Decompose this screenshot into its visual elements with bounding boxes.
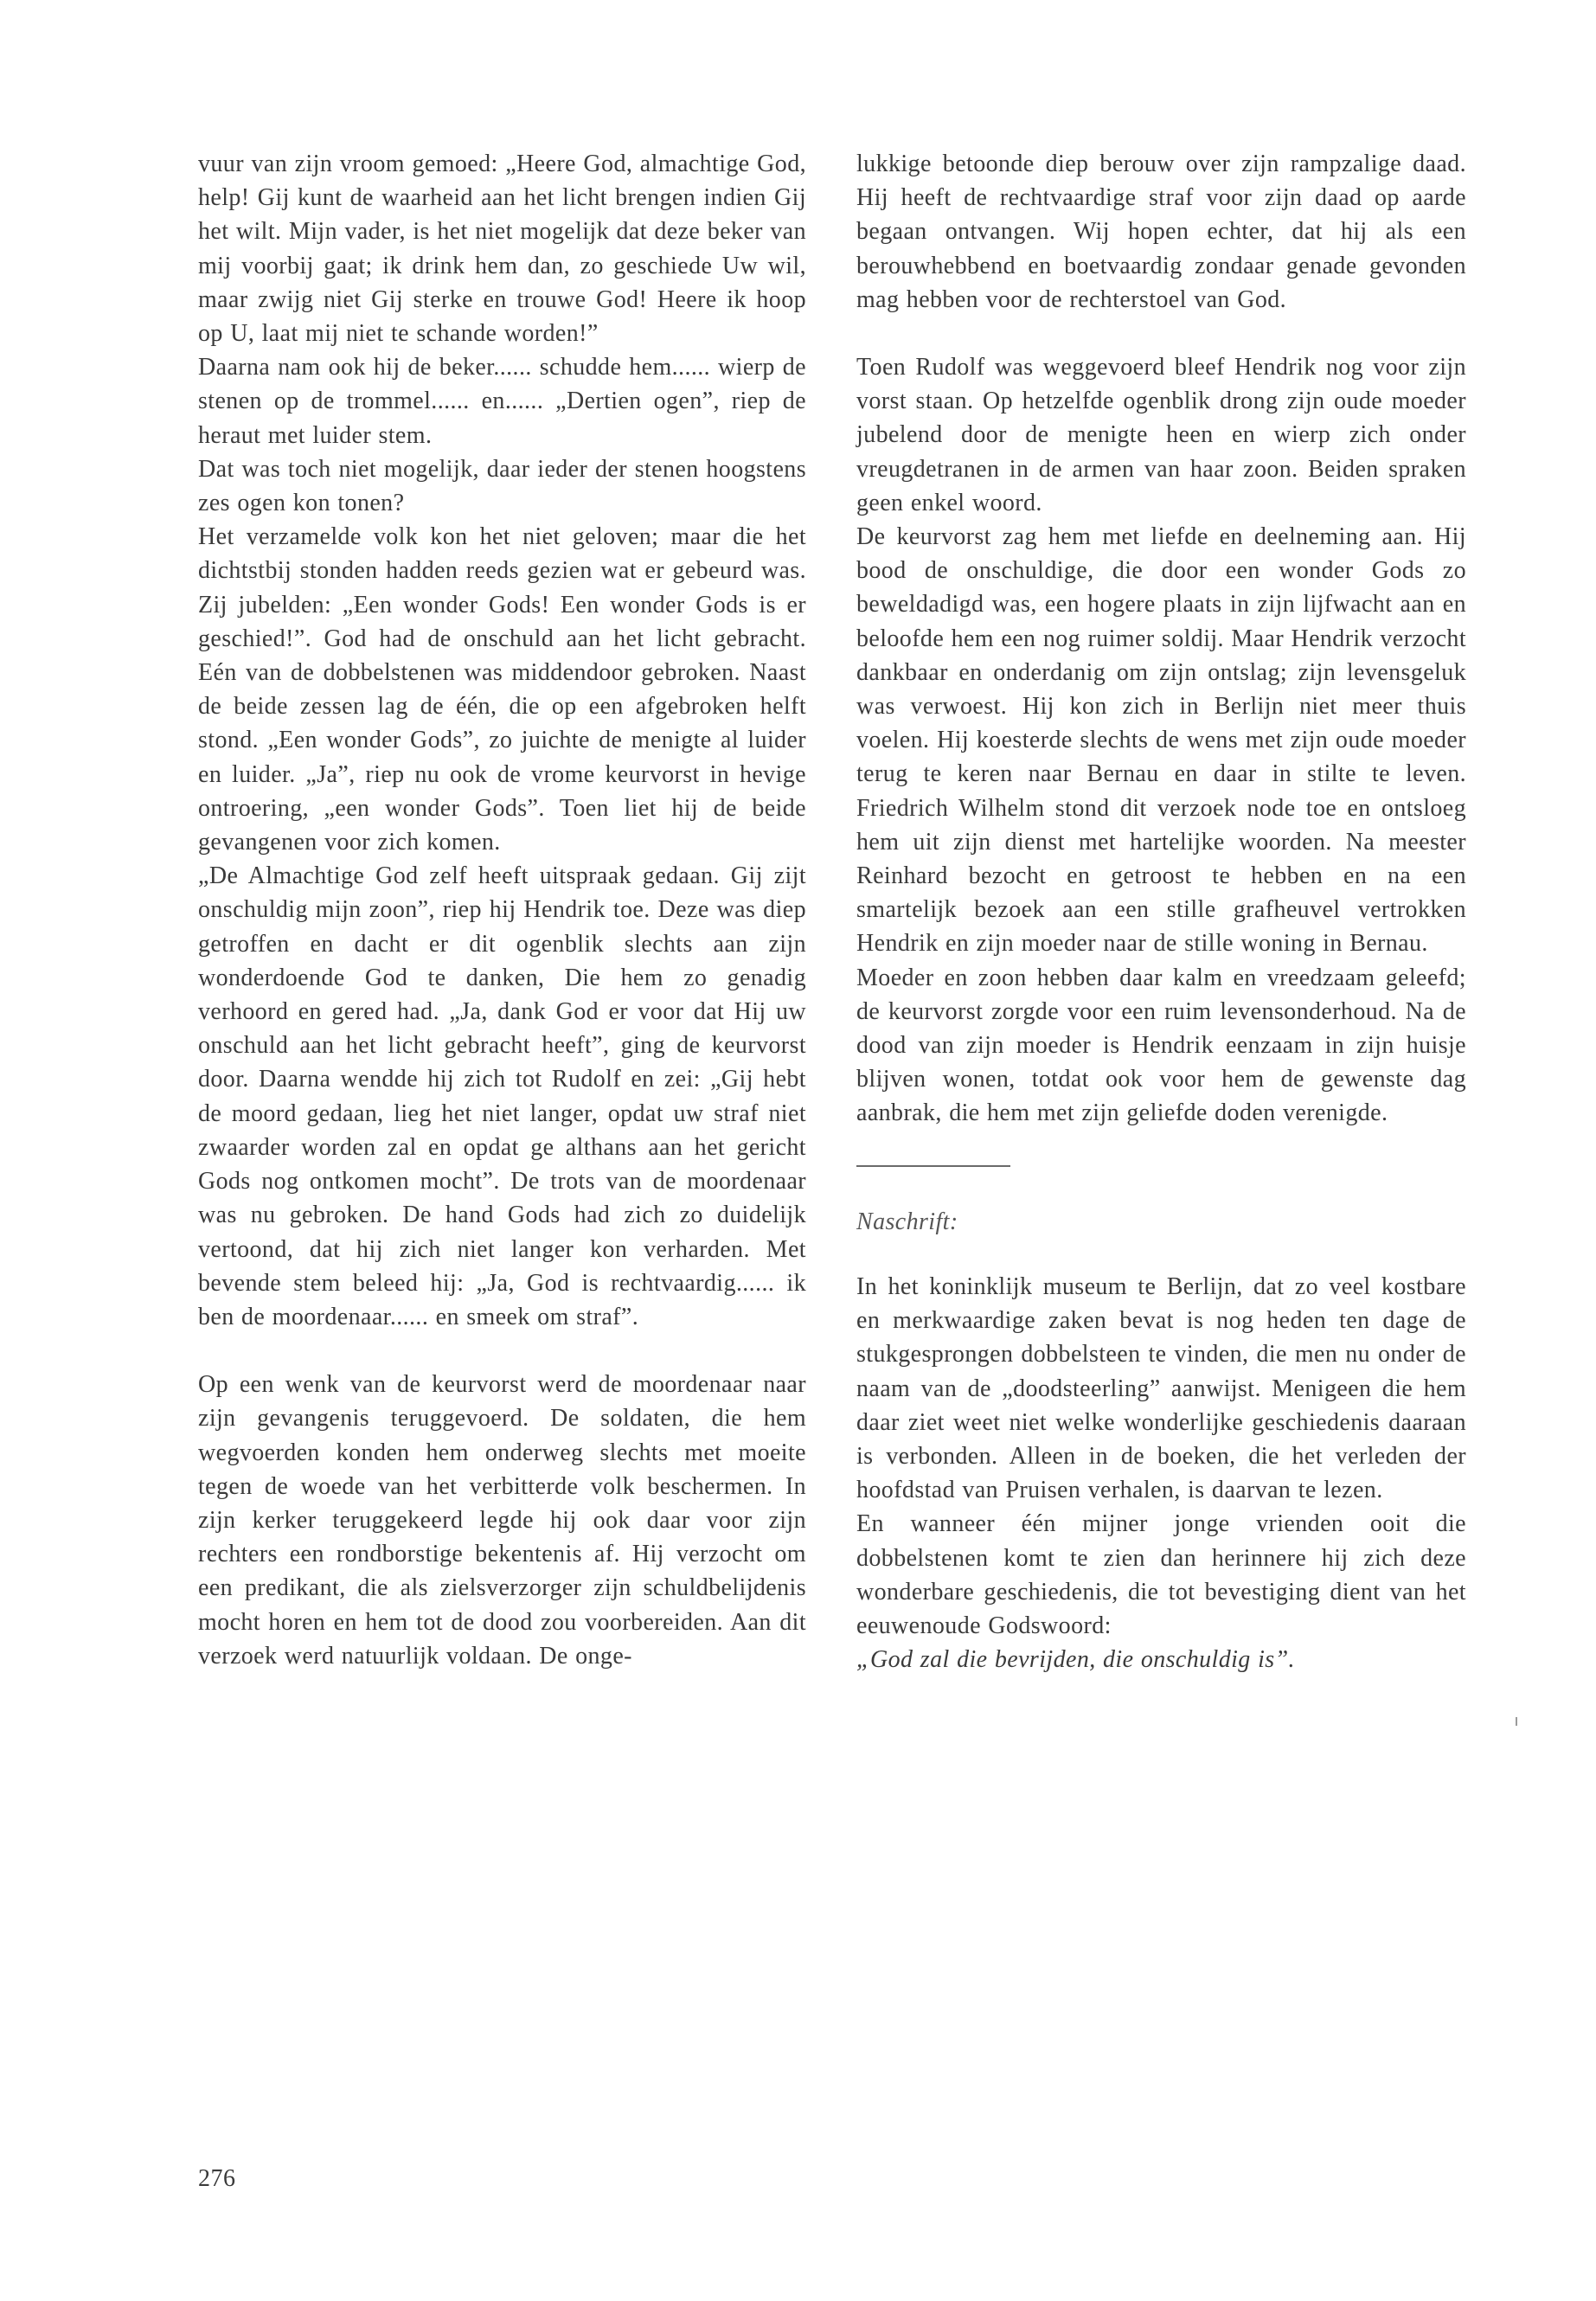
- paragraph: De keurvorst zag hem met liefde en deelneming aan. Hij bood de onschuldige, die door een wonder Gods zo beweldadigd was, een hogere plaats in zijn lijfwacht aan en beloofde hem een nog ruimer soldij. Maar Hendrik verzocht dankbaar en onderdanig om zijn ontslag; zijn levensgeluk was verwoest. Hij kon zich in Berlijn niet meer thuis voelen. Hij koesterde slechts de wens met zijn oude moeder terug te keren naar Bernau en daar in stilte te leven. Friedrich Wilhelm stond dit verzoek node toe en ontsloeg hem uit zijn dienst met hartelijke woorden. Na meester Reinhard bezocht en getroost te hebben en na een smartelijk bezoek aan een stille grafheuvel vertrokken Hendrik en zijn moeder naar de stille woning in Bernau.: [856, 523, 1466, 958]
- postscript-heading: Naschrift:: [856, 1208, 958, 1235]
- page-number: 276: [198, 2165, 236, 2192]
- paragraph: Daarna nam ook hij de beker...... schudde hem...... wierp de stenen op de trommel...... en...... „Dertien ogen”, riep de heraut met luider stem.: [198, 354, 806, 449]
- paragraph: lukkige betoonde diep berouw over zijn rampzalige daad. Hij heeft de rechtvaardige straf voor zijn daad op aarde begaan ontvangen. Wij hopen echter, dat hij als een berouwhebbend en boetvaardig zondaar genade gevonden mag hebben voor de rechterstoel van God.: [856, 151, 1466, 313]
- paragraph: Dat was toch niet mogelijk, daar ieder der stenen hoogstens zes ogen kon tonen?: [198, 455, 806, 517]
- paragraph: Op een wenk van de keurvorst werd de moordenaar naar zijn gevangenis teruggevoerd. De soldaten, die hem wegvoerden konden hem onderweg slechts met moeite tegen de woede van het verbitterde volk beschermen. In zijn kerker teruggekeerd legde hij ook daar voor zijn rechters een rondborstige bekentenis af. Hij verzocht om een predikant, die als zielsverzorger zijn schuldbelijdenis mocht horen en hem tot de dood zou voorbereiden. Aan dit verzoek werd natuurlijk voldaan. De onge-: [198, 1371, 806, 1670]
- paragraph: vuur van zijn vroom gemoed: „Heere God, almachtige God, help! Gij kunt de waarheid aan het licht brengen indien Gij het wilt. Mijn vader, is het niet mogelijk dat deze beker van mij voorbij gaat; ik drink hem dan, zo geschiede Uw wil, maar zwijg niet Gij sterke en trouwe God! Heere ik hoop op U, laat mij niet te schande worden!”: [198, 151, 806, 348]
- closing-quote: „God zal die bevrijden, die onschuldig is”.: [856, 1646, 1295, 1674]
- paragraph-gap: [198, 1334, 806, 1368]
- section-divider: [856, 1165, 1010, 1167]
- paragraph-gap: [856, 317, 1466, 350]
- right-column: [856, 147, 1466, 1676]
- paragraph: „De Almachtige God zelf heeft uitspraak gedaan. Gij zijt onschuldig mijn zoon”, riep hij Hendrik toe. Deze was diep getroffen en dacht er dit ogenblik slechts aan zijn wonderdoende God te danken, Die hem zo genadig verhoord en gered had. „Ja, dank God er voor dat Hij uw onschuld aan het licht gebracht heeft”, ging de keurvorst door. Daarna wendde hij zich tot Rudolf en zei: „Gij hebt de moord gedaan, lieg het niet langer, opdat uw straf niet zwaarder worden zal en opdat ge althans aan het gericht Gods nog ontkomen mocht”. De trots van de moordenaar was nu gebroken. De hand Gods had zich zo duidelijk vertoond, dat hij zich niet langer kon verharden. Met bevende stem beleed hij: „Ja, God is rechtvaardig...... ik ben de moordenaar...... en smeek om straf”.: [198, 862, 806, 1330]
- postscript-paragraph: En wanneer één mijner jonge vrienden ooit die dobbelstenen komt te zien dan herinnere hij zich deze wonderbare geschiedenis, die tot bevestiging dient van het eeuwenoude Godswoord:: [856, 1510, 1466, 1639]
- paragraph: Het verzamelde volk kon het niet geloven; maar die het dichtstbij stonden hadden reeds gezien wat er gebeurd was. Zij jubelden: „Een wonder Gods! Een wonder Gods is er geschied!”. God had de onschuld aan het licht gebracht. Eén van de dobbelstenen was middendoor gebroken. Naast de beide zessen lag de één, die op een afgebroken helft stond. „Een wonder Gods”, zo juichte de menigte al luider en luider. „Ja”, riep nu ook de vrome keurvorst in hevige ontroering, „een wonder Gods”. Toen liet hij de beide gevangenen voor zich komen.: [198, 523, 806, 856]
- paragraph: Toen Rudolf was weggevoerd bleef Hendrik nog voor zijn vorst staan. Op hetzelfde ogenblik drong zijn oude moeder jubelend door de menigte heen en wierp zich onder vreugdetranen in de armen van haar zoon. Beiden spraken geen enkel woord.: [856, 354, 1466, 516]
- paragraph: Moeder en zoon hebben daar kalm en vreedzaam geleefd; de keurvorst zorgde voor een ruim levensonderhoud. Na de dood van zijn moeder is Hendrik eenzaam in zijn huisje blijven wonen, totdat ook voor hem de gewenste dag aanbrak, die hem met zijn geliefde doden verenigde.: [856, 964, 1466, 1127]
- margin-speck: [1516, 1717, 1517, 1726]
- left-column: [198, 147, 806, 1673]
- postscript-paragraph: In het koninklijk museum te Berlijn, dat zo veel kostbare en merkwaardige zaken bevat is nog heden ten dage de stukgesprongen dobbelsteen te vinden, die men nu onder de naam van de „doodsteerling” aanwijst. Menigeen die hem daar ziet weet niet welke wonderlijke geschiedenis daaraan is verbonden. Alleen in de boeken, die het verleden der hoofdstad van Pruisen verhalen, is daarvan te lezen.: [856, 1272, 1466, 1504]
